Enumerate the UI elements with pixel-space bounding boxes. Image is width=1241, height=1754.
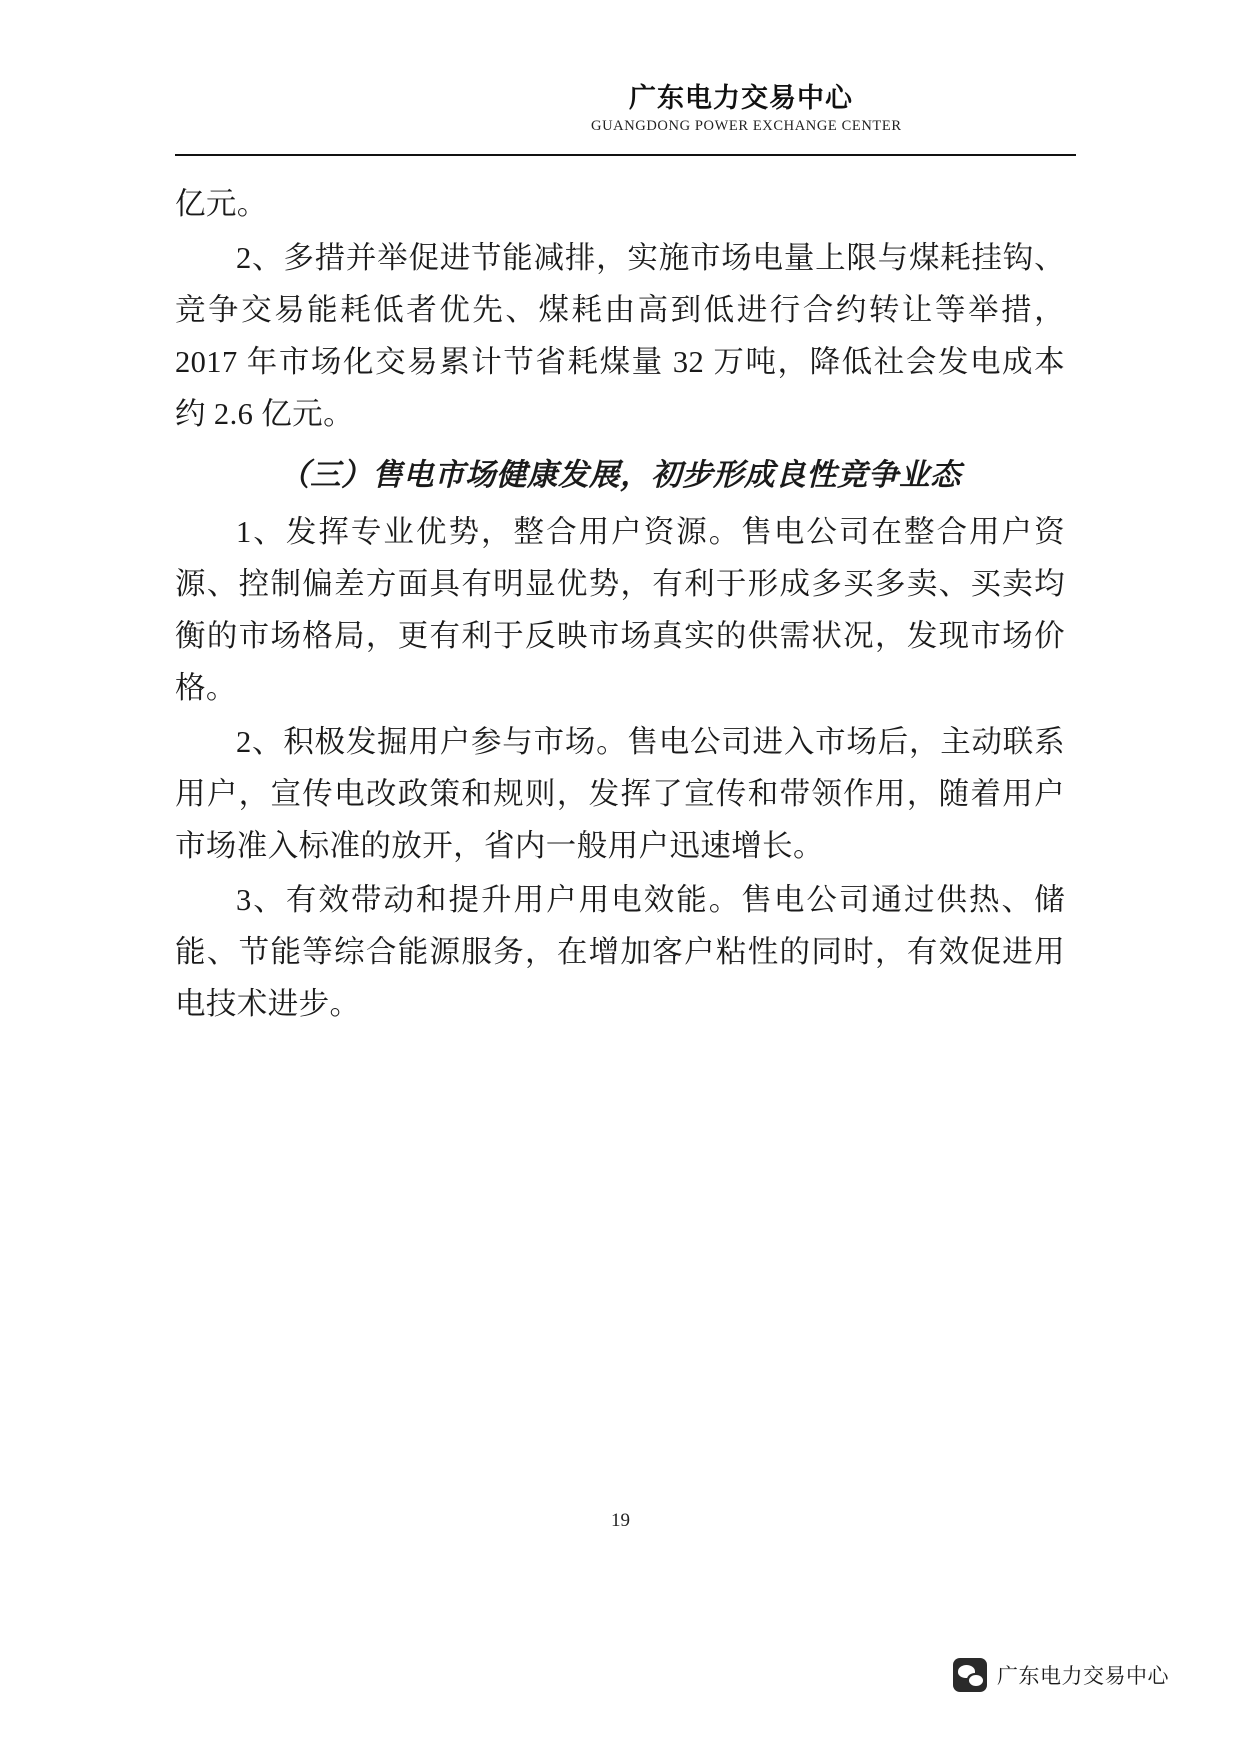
document-body: [175, 178, 1065, 1032]
wechat-account-name: 广东电力交易中心: [997, 1665, 1169, 1688]
paragraph-continuation: 亿元。: [175, 187, 268, 221]
header-divider: [175, 154, 1076, 156]
organization-logo: [591, 82, 902, 135]
paragraph-energy-saving: 2、多措并举促进节能减排，实施市场电量上限与煤耗挂钩、竞争交易能耗低者优先、煤耗由高到低进行合约转让等举措，2017 年市场化交易累计节省耗煤量 32 万吨，降低社会发电成本约 2.6 亿元。: [175, 241, 1065, 431]
wechat-badge: [953, 1658, 1169, 1692]
brand-name-en: GUANGDONG POWER EXCHANGE CENTER: [591, 118, 902, 135]
brand-name-cn: 广东电力交易中心: [629, 83, 853, 113]
paragraph-professional-advantage: 1、发挥专业优势，整合用户资源。售电公司在整合用户资源、控制偏差方面具有明显优势，有利于形成多买多卖、买卖均衡的市场格局，更有利于反映市场真实的供需状况，发现市场价格。: [175, 515, 1065, 705]
paragraph-explore-users: 2、积极发掘用户参与市场。售电公司进入市场后，主动联系用户，宣传电改政策和规则，发挥了宣传和带领作用，随着用户市场准入标准的放开，省内一般用户迅速增长。: [175, 725, 1065, 863]
wechat-icon: [953, 1658, 987, 1692]
page-number: 19: [611, 1510, 630, 1531]
page-header: [175, 82, 1076, 162]
paragraph-power-efficiency: 3、有效带动和提升用户用电效能。售电公司通过供热、储能、节能等综合能源服务，在增加客户粘性的同时，有效促进用电技术进步。: [175, 883, 1065, 1021]
section-heading: （三）售电市场健康发展，初步形成良性竞争业态: [279, 458, 961, 492]
